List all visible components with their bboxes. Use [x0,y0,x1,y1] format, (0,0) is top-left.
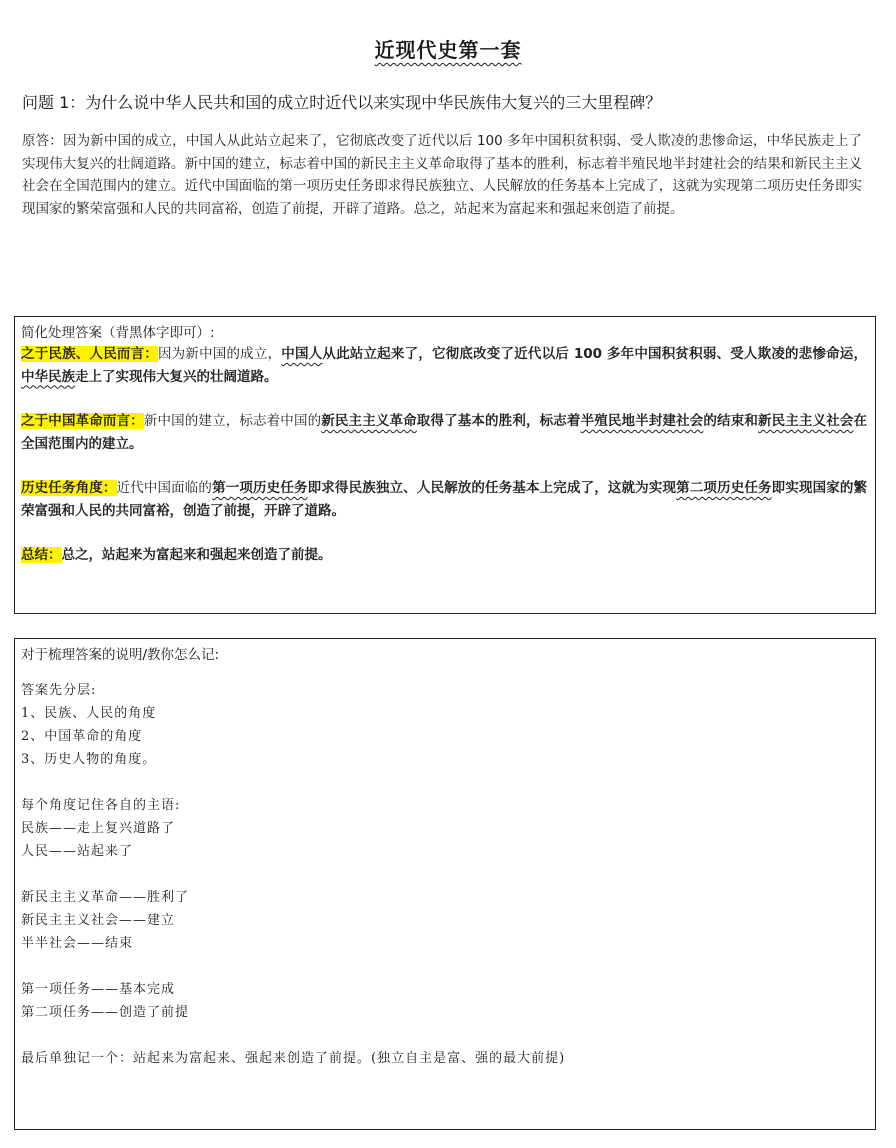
key-term: 新民主主义革命 [321,413,417,429]
document-title [0,34,896,63]
key-term: 中华民族 [21,368,75,385]
note-line: 第一项任务——基本完成 [21,982,176,997]
simplified-answer-box [14,316,876,614]
section-historical-task [21,477,867,522]
explanation-notes [21,679,867,1070]
key-term: 第一项历史任务 [212,480,308,496]
section-text: 新中国的建立，标志着中国的 [143,413,322,429]
section-text: 取得了基本的胜利，标志着 [416,413,581,429]
simplified-heading: 简化处理答案（背黑体字即可）: [21,325,215,341]
original-answer: 原答：因为新中国的成立，中国人从此站立起来了，它彻底改变了近代以后 100 多年中国积贫积弱、受人欺凌的悲惨命运，中华民族走上了实现伟大复兴的壮阔道路。新中国的建立，标志着中国的新民主主义革命取得了基本的胜利，标志着半殖民地半封建社会的结果和新民主主义社会在全国范围内的建立。近代中国面临的第一项历史任务即求得民族独立、人民解放的任务基本上完成了，这就为实现第二项历史任务即实现国家的繁荣富强和人民的共同富裕，创造了前提，开辟了道路。总之，站起来为富起来和强起来创造了前提。 [22,133,862,217]
note-line: 半半社会——结束 [21,936,134,951]
question-text: 问题 1：为什么说中华人民共和国的成立时近代以来实现中华民族伟大复兴的三大里程碑？ [22,93,662,112]
section-text: 近代中国面临的 [116,480,213,496]
section-text: 从此站立起来了，它彻底改变了近代以后 100 多年中国积贫积弱、受人欺凌的悲惨命运， [322,346,868,362]
section-label: 之于民族、人民而言： [21,346,158,362]
key-term: 中国人 [281,346,323,362]
section-nation-people [21,343,867,388]
section-label: 历史任务角度： [21,480,117,496]
note-line: 2、中国革命的角度 [21,729,143,744]
note-line: 1、民族、人民的角度 [21,706,157,721]
section-text: 因为新中国的成立， [157,346,282,362]
section-label: 总结： [21,547,62,563]
note-spacer [21,955,867,978]
section-revolution [21,410,867,455]
note-spacer [21,1024,867,1047]
key-term: 半殖民地半封建社会 [580,413,704,429]
explanation-box [14,638,876,1130]
section-text: 在全国范围内的建立。 [21,413,868,452]
note-spacer [21,771,867,794]
note-line: 最后单独记一个：站起来为富起来、强起来创造了前提。(独立自主是富、强的最大前提) [21,1051,566,1066]
note-spacer [21,863,867,886]
note-line: 民族——走上复兴道路了 [21,821,176,836]
note-line: 每个角度记住各自的主语: [21,798,181,813]
section-label: 之于中国革命而言： [21,413,144,429]
explanation-heading: 对于梳理答案的说明/教你怎么记: [21,647,220,663]
section-text: 的结束和 [703,413,758,429]
section-text: 走上了实现伟大复兴的壮阔道路。 [75,368,278,385]
section-text: 总之，站起来为富起来和强起来创造了前提。 [61,547,332,563]
note-line: 3、历史人物的角度。 [21,752,157,767]
note-line: 新民主主义革命——胜利了 [21,890,190,905]
note-line: 答案先分层: [21,683,97,698]
section-summary [21,544,867,567]
document-title-text: 近现代史第一套 [374,38,522,62]
note-line: 人民——站起来了 [21,844,134,859]
note-line: 第二项任务——创造了前提 [21,1005,190,1020]
key-term: 新民主主义社会 [758,413,854,429]
section-text: 即实现国家的繁荣富强和人民的共同富裕，创造了前提，开辟了道路。 [21,480,868,519]
note-line: 新民主主义社会——建立 [21,913,176,928]
section-text: 即求得民族独立、人民解放的任务基本上完成了，这就为实现 [307,480,677,496]
key-term: 第二项历史任务 [676,480,772,496]
